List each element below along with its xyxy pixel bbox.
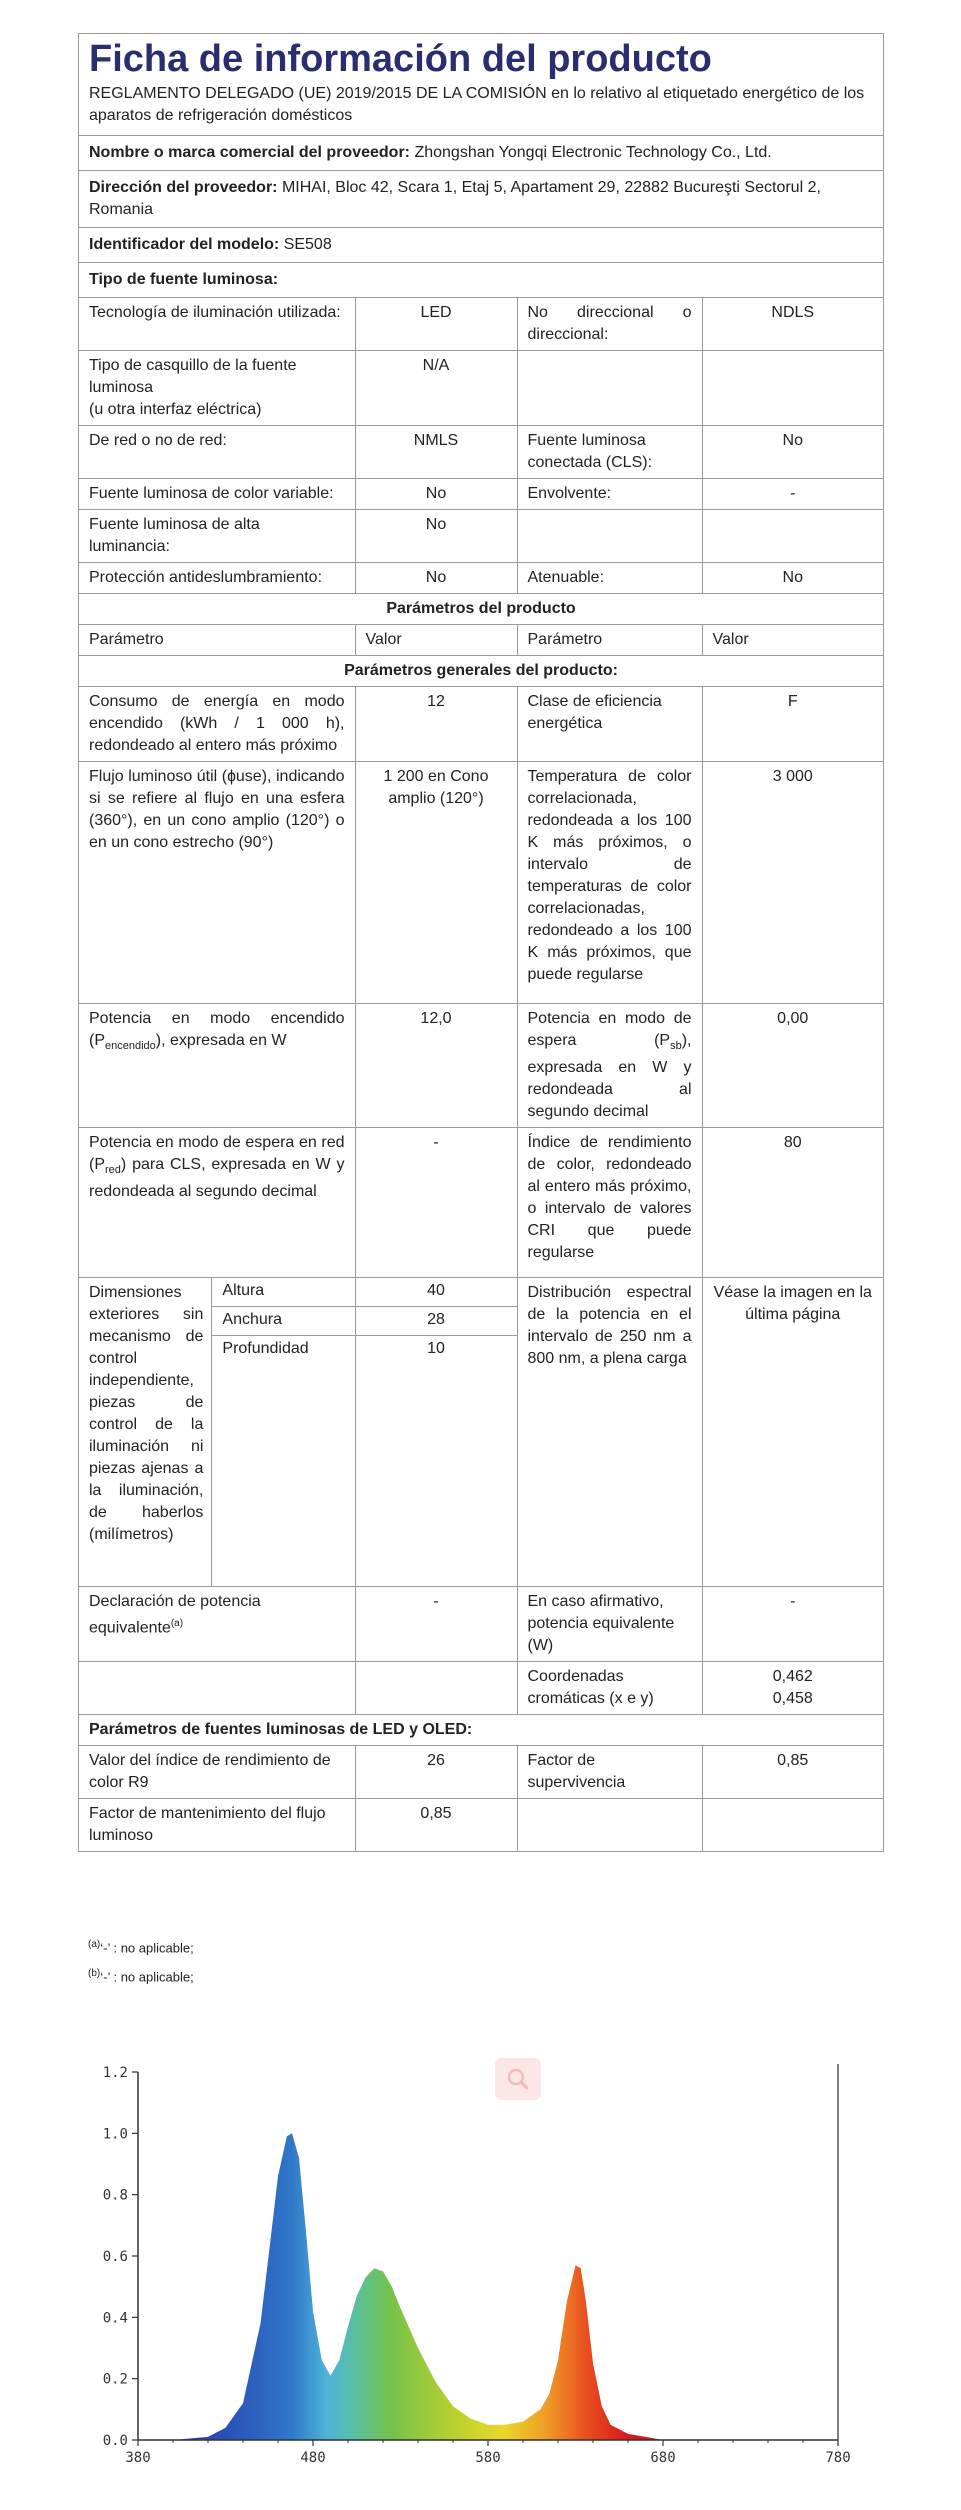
energy-label: Consumo de energía en modo encendido (kWh / 1 000 h), redondeado al entero más próximo	[79, 687, 355, 762]
height-value: 40	[356, 1278, 517, 1307]
cap-value: N/A	[355, 351, 517, 426]
model-label: Identificador del modelo:	[89, 236, 280, 253]
empty-cell	[79, 1662, 355, 1715]
table-row	[79, 1278, 883, 1587]
equiv-power-value: -	[702, 1587, 883, 1662]
y-tick-label: 0.4	[102, 2310, 128, 2327]
col-param-header: Parámetro	[79, 625, 355, 656]
led-params-heading: Parámetros de fuentes luminosas de LED y OLED:	[79, 1715, 883, 1746]
maintenance-label: Factor de mantenimiento del flujo luminoso	[79, 1799, 355, 1852]
anti-glare-value: No	[355, 563, 517, 594]
supplier-address-label: Dirección del proveedor:	[89, 179, 278, 196]
header-block	[79, 34, 883, 136]
width-value: 28	[356, 1307, 517, 1336]
dimensions-cell	[79, 1278, 355, 1587]
y-tick-label: 1.0	[102, 2126, 128, 2143]
r9-value: 26	[355, 1746, 517, 1799]
dimensions-label: Dimensiones exteriores sin mecanismo de control independiente, piezas de control de la iluminación ni piezas ajenas a la iluminación, de haberlos (milímetros)	[79, 1278, 212, 1586]
table-row	[79, 1746, 883, 1799]
equiv-value: -	[355, 1587, 517, 1662]
supplier-name-value: Zhongshan Yongqi Electronic Technology Co., Ltd.	[414, 144, 772, 161]
col-value-header: Valor	[702, 625, 883, 656]
x-tick-label: 580	[475, 2450, 501, 2466]
y-tick-label: 0.6	[102, 2249, 128, 2265]
chroma-label: Coordenadas cromáticas (x e y)	[517, 1662, 702, 1715]
cls-value: No	[702, 426, 883, 479]
table-row	[79, 1799, 883, 1852]
table-row	[79, 762, 883, 1004]
net-standby-value: -	[355, 1128, 517, 1278]
general-params-heading: Parámetros generales del producto:	[79, 656, 883, 687]
footnotes	[88, 1932, 194, 1991]
class-label: Clase de eficiencia energética	[517, 687, 702, 762]
footnote-a: $^{(a)}$‘-’ : no aplicable;	[88, 1939, 194, 1956]
x-tick-label: 780	[825, 2450, 851, 2466]
table-row	[79, 1587, 883, 1662]
spectrum-area	[138, 2133, 838, 2440]
colour-tunable-label: Fuente luminosa de color variable:	[79, 479, 355, 510]
energy-value: 12	[355, 687, 517, 762]
standby-value: 0,00	[702, 1004, 883, 1128]
table-row	[79, 563, 883, 594]
regulation-text: REGLAMENTO DELEGADO (UE) 2019/2015 DE LA COMISIÓN en lo relativo al etiquetado energético de los aparatos de refrigeración domésticos	[89, 85, 865, 124]
y-tick-label: 1.2	[102, 2065, 128, 2081]
spd-value: Véase la imagen en la última página	[702, 1278, 883, 1587]
table-row	[79, 1662, 883, 1715]
cap-label-line-1: Tipo de casquillo de la fuente luminosa	[89, 357, 297, 396]
table-row	[79, 426, 883, 479]
colour-tunable-value: No	[355, 479, 517, 510]
net-standby-label: Potencia en modo de espera en red $(P_{red})$ para CLS, expresada en W y redondeada al segundo decimal	[79, 1128, 355, 1278]
spectral-distribution-chart	[80, 2045, 880, 2505]
table-row	[79, 351, 883, 426]
flux-value: 1 200 en Cono amplio (120°)	[355, 762, 517, 1004]
col-param-header: Parámetro	[517, 625, 702, 656]
chroma-x: 0,462	[772, 1668, 813, 1686]
y-tick-label: 0.2	[102, 2371, 128, 2388]
mains-value: NMLS	[355, 426, 517, 479]
spd-label: Distribución espectral de la potencia en el intervalo de 250 nm a 800 nm, a plena carga	[517, 1278, 702, 1587]
r9-label: Valor del índice de rendimiento de color R9	[79, 1746, 355, 1799]
table-row	[79, 594, 883, 625]
dimmable-value: No	[702, 563, 883, 594]
empty-cell	[517, 1799, 702, 1852]
model-value: SE508	[283, 236, 332, 253]
empty-cell	[702, 510, 883, 563]
cap-label	[79, 351, 355, 426]
supplier-name-row	[79, 136, 883, 171]
x-tick-label: 480	[300, 2450, 326, 2466]
light-source-type-row	[79, 263, 883, 298]
power-on-label: Potencia en modo encendido $(P_{encendido})$, expresada en W	[79, 1004, 355, 1128]
tech-value: LED	[355, 298, 517, 351]
table-row	[79, 1128, 883, 1278]
table-row	[79, 656, 883, 687]
cct-label: Temperatura de color correlacionada, redondeada a los 100 K más próximos, o intervalo de temperaturas de color correlacionadas, redondeado a los 100 K más próximos, que puede regularse	[517, 762, 702, 1004]
table-row	[79, 1004, 883, 1128]
survival-label: Factor de supervivencia	[517, 1746, 702, 1799]
power-on-value: 12,0	[355, 1004, 517, 1128]
col-value-header: Valor	[355, 625, 517, 656]
supplier-address-value: MIHAI, Bloc 42, Scara 1, Etaj 5, Apartament 29, 22882 Bucureşti Sectorul 2, Romania	[89, 179, 821, 218]
table-row	[79, 1715, 883, 1746]
depth-label: Profundidad	[222, 1340, 309, 1358]
directional-value: NDLS	[702, 298, 883, 351]
equiv-label: Declaración de potencia equivalente$^{(a)}$	[79, 1587, 355, 1662]
table-row	[79, 687, 883, 762]
x-tick-label: 380	[125, 2450, 151, 2466]
tech-label: Tecnología de iluminación utilizada:	[79, 298, 355, 351]
product-params-heading: Parámetros del producto	[79, 594, 883, 625]
width-label: Anchura	[212, 1307, 355, 1336]
empty-cell	[517, 351, 702, 426]
cri-label: Índice de rendimiento de color, redondeado al entero más próximo, o intervalo de valores CRI que puede regularse	[517, 1128, 702, 1278]
model-row	[79, 228, 883, 263]
table-row	[79, 298, 883, 351]
chroma-value	[702, 1662, 883, 1715]
cri-value: 80	[702, 1128, 883, 1278]
empty-cell	[517, 510, 702, 563]
spectrum-svg	[80, 2045, 880, 2505]
cct-value: 3 000	[702, 762, 883, 1004]
product-information-sheet	[78, 33, 884, 1852]
empty-cell	[702, 1799, 883, 1852]
mains-label: De red o no de red:	[79, 426, 355, 479]
standby-label: Potencia en modo de espera $(P_{sb})$, expresada en W y redondeada al segundo decimal	[517, 1004, 702, 1128]
dimensions-values-cell	[355, 1278, 517, 1587]
table-row	[79, 479, 883, 510]
empty-cell	[355, 1662, 517, 1715]
chroma-y: 0,458	[772, 1690, 813, 1708]
equiv-power-label: En caso afirmativo, potencia equivalente (W)	[517, 1587, 702, 1662]
directional-label: No direccional o direccional:	[517, 298, 702, 351]
high-luminance-label: Fuente luminosa de alta luminancia:	[79, 510, 355, 563]
class-value: F	[702, 687, 883, 762]
page-title: Ficha de información del producto	[89, 38, 712, 80]
light-source-type-label: Tipo de fuente luminosa:	[89, 271, 279, 288]
dimmable-label: Atenuable:	[517, 563, 702, 594]
cap-label-line-2: (u otra interfaz eléctrica)	[89, 401, 262, 418]
high-luminance-value: No	[355, 510, 517, 563]
table-row	[79, 625, 883, 656]
x-tick-label: 680	[650, 2450, 676, 2466]
depth-value: 10	[427, 1340, 445, 1358]
table-row	[79, 510, 883, 563]
empty-cell	[702, 351, 883, 426]
maintenance-value: 0,85	[355, 1799, 517, 1852]
anti-glare-label: Protección antideslumbramiento:	[79, 563, 355, 594]
footnote-b: $^{(b)}$‘-’ : no aplicable;	[88, 1968, 194, 1985]
y-tick-label: 0.8	[102, 2187, 128, 2204]
cls-label: Fuente luminosa conectada (CLS):	[517, 426, 702, 479]
height-label: Altura	[212, 1278, 355, 1307]
supplier-address-row	[79, 171, 883, 228]
flux-label: Flujo luminoso útil (ɸuse), indicando si se refiere al flujo en una esfera (360°), en un cono amplio (120°) o en un cono estrecho (90°)	[79, 762, 355, 1004]
supplier-name-label: Nombre o marca comercial del proveedor:	[89, 144, 410, 161]
survival-value: 0,85	[702, 1746, 883, 1799]
y-tick-label: 0.0	[102, 2433, 128, 2449]
envelope-value: -	[702, 479, 883, 510]
parameters-table	[79, 298, 883, 1852]
envelope-label: Envolvente:	[517, 479, 702, 510]
dimensions-subtable	[79, 1278, 355, 1586]
